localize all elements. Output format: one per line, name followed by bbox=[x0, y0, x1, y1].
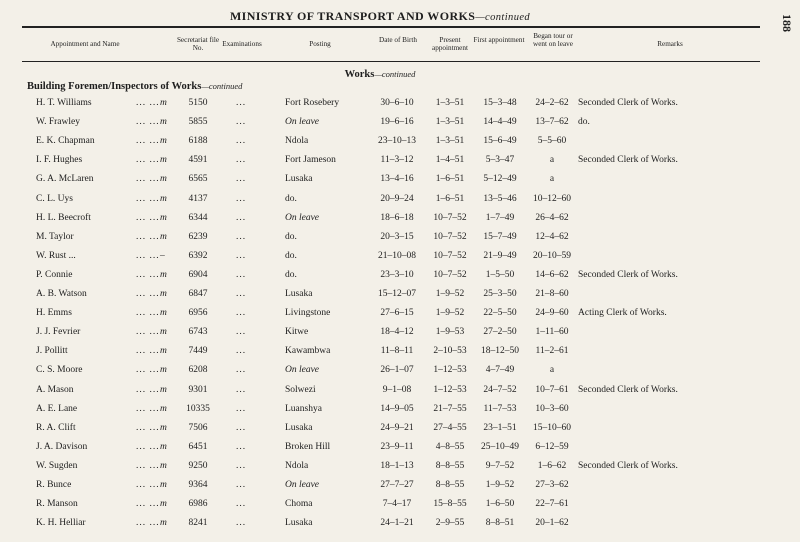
remarks: Seconded Clerk of Works. bbox=[578, 155, 678, 166]
present-appointment: 2–10–53 bbox=[433, 346, 467, 357]
present-appointment: 1–9–52 bbox=[435, 289, 465, 299]
table-row bbox=[0, 232, 760, 248]
posting: Lusaka bbox=[285, 422, 313, 433]
marital-status: m bbox=[160, 212, 167, 223]
first-appointment: 27–2–50 bbox=[483, 327, 517, 338]
file-number: 6565 bbox=[188, 174, 208, 185]
leader-dots: ... ... bbox=[136, 441, 160, 452]
examinations-value: ... bbox=[236, 155, 247, 166]
examinations-value: ... bbox=[236, 346, 247, 357]
file-number: 5855 bbox=[188, 117, 208, 128]
posting: Lusaka bbox=[285, 174, 313, 185]
examinations-value: ... bbox=[236, 460, 247, 471]
present-appointment: 21–7–55 bbox=[433, 403, 467, 414]
remarks: do. bbox=[578, 117, 590, 128]
tour-date: 6–12–59 bbox=[535, 441, 569, 452]
file-number: 6451 bbox=[188, 441, 208, 452]
remarks: Seconded Clerk of Works. bbox=[578, 384, 678, 395]
marital-status: m bbox=[160, 441, 167, 452]
title-text: MINISTRY OF TRANSPORT AND WORKS bbox=[229, 9, 476, 23]
table-row bbox=[0, 404, 760, 420]
col-header-posting: Posting bbox=[309, 40, 331, 48]
tour-date: 5–5–60 bbox=[537, 136, 567, 147]
posting: Ndola bbox=[285, 136, 309, 147]
posting: On leave bbox=[285, 212, 320, 223]
header-rule bbox=[22, 61, 760, 62]
marital-status: m bbox=[160, 327, 167, 338]
file-number: 9364 bbox=[188, 480, 208, 490]
present-appointment: 1–6–51 bbox=[435, 193, 465, 204]
first-appointment: 25–10–49 bbox=[481, 441, 519, 452]
leader-dots: ... ... bbox=[136, 174, 160, 185]
date-of-birth: 23–9–11 bbox=[380, 441, 414, 452]
staff-name: R. Manson bbox=[36, 499, 78, 510]
date-of-birth: 18–6–18 bbox=[380, 212, 414, 223]
date-of-birth: 14–9–05 bbox=[380, 403, 414, 414]
first-appointment: 9–7–52 bbox=[485, 460, 515, 471]
leader-dots: ... ... bbox=[136, 231, 160, 242]
posting: Lusaka bbox=[285, 289, 313, 299]
tour-date: 24–2–62 bbox=[535, 98, 569, 108]
leader-dots: ... ... bbox=[136, 269, 160, 280]
posting: do. bbox=[285, 231, 297, 242]
tour-date: 13–7–62 bbox=[535, 117, 569, 128]
marital-status: m bbox=[160, 518, 167, 529]
marital-status: m bbox=[160, 136, 167, 147]
date-of-birth: 9–1–08 bbox=[382, 384, 412, 395]
first-appointment: 22–5–50 bbox=[483, 308, 517, 319]
present-appointment: 1–12–53 bbox=[433, 365, 467, 376]
leader-dots: ... ... bbox=[136, 308, 160, 319]
leader-dots: ... ... bbox=[136, 365, 160, 376]
posting: Kitwe bbox=[285, 327, 309, 338]
staff-name: C. L. Uys bbox=[36, 193, 73, 204]
examinations-value: ... bbox=[236, 384, 247, 395]
leader-dots: ... ... bbox=[136, 117, 160, 128]
marital-status: m bbox=[160, 155, 167, 166]
date-of-birth: 24–9–21 bbox=[380, 422, 414, 433]
file-number: 6208 bbox=[188, 365, 208, 376]
date-of-birth: 11–8–11 bbox=[380, 346, 414, 357]
table-row bbox=[0, 346, 760, 362]
col-header-tour: Began tour or went on leave bbox=[533, 32, 573, 48]
file-number: 9301 bbox=[188, 384, 208, 395]
first-appointment: 5–12–49 bbox=[483, 174, 517, 185]
first-appointment: 5–3–47 bbox=[485, 155, 515, 166]
top-rule bbox=[22, 26, 760, 28]
leader-dots: ... ... bbox=[136, 460, 160, 471]
first-appointment: 8–8–51 bbox=[485, 518, 515, 529]
marital-status: m bbox=[160, 289, 167, 299]
first-appointment: 15–3–48 bbox=[483, 98, 517, 108]
present-appointment: 15–8–55 bbox=[433, 499, 467, 510]
marital-status: m bbox=[160, 346, 167, 357]
tour-date: a bbox=[549, 365, 555, 376]
present-appointment: 10–7–52 bbox=[433, 250, 467, 261]
tour-date: 20–10–59 bbox=[533, 250, 571, 261]
first-appointment: 14–4–49 bbox=[483, 117, 517, 128]
tour-date: 10–3–60 bbox=[535, 403, 569, 414]
table-row bbox=[0, 174, 760, 190]
examinations-value: ... bbox=[236, 136, 247, 147]
marital-status: m bbox=[160, 499, 167, 510]
date-of-birth: 30–6–10 bbox=[380, 98, 414, 108]
first-appointment: 13–5–46 bbox=[483, 193, 517, 204]
staff-name: G. A. McLaren bbox=[36, 174, 94, 185]
file-number: 4137 bbox=[188, 193, 208, 204]
marital-status: m bbox=[160, 422, 167, 433]
date-of-birth: 27–7–27 bbox=[380, 480, 414, 490]
examinations-value: ... bbox=[236, 499, 247, 510]
first-appointment: 21–9–49 bbox=[483, 250, 517, 261]
marital-status: m bbox=[160, 98, 167, 108]
title-suffix: —continued bbox=[475, 12, 531, 23]
file-number: 6188 bbox=[188, 136, 208, 147]
date-of-birth: 18–1–13 bbox=[380, 460, 414, 471]
subsection-suffix: —continued bbox=[201, 81, 243, 91]
present-appointment: 27–4–55 bbox=[433, 422, 467, 433]
first-appointment: 15–7–49 bbox=[483, 231, 517, 242]
marital-status: m bbox=[160, 384, 167, 395]
staff-name: I. F. Hughes bbox=[36, 155, 83, 166]
tour-date: 12–4–62 bbox=[535, 231, 569, 242]
staff-name: K. H. Helliar bbox=[36, 518, 86, 529]
leader-dots: ... ... bbox=[136, 327, 160, 338]
date-of-birth: 19–6–16 bbox=[380, 117, 414, 128]
date-of-birth: 24–1–21 bbox=[380, 518, 414, 529]
present-appointment: 1–3–51 bbox=[435, 136, 465, 147]
col-header-examinations: Examinations bbox=[222, 40, 262, 48]
table-row bbox=[0, 251, 760, 267]
posting: do. bbox=[285, 193, 297, 204]
table-row bbox=[0, 213, 760, 229]
tour-date: 1–11–60 bbox=[535, 327, 569, 338]
examinations-value: ... bbox=[236, 422, 247, 433]
leader-dots: ... ... bbox=[136, 136, 160, 147]
marital-status: – bbox=[160, 250, 165, 261]
tour-date: 24–9–60 bbox=[535, 308, 569, 319]
posting: Livingstone bbox=[285, 308, 331, 319]
file-number: 9250 bbox=[188, 460, 208, 471]
date-of-birth: 11–3–12 bbox=[380, 155, 414, 166]
staff-name: W. Sugden bbox=[36, 460, 78, 471]
marital-status: m bbox=[160, 269, 167, 280]
table-row bbox=[0, 308, 760, 324]
staff-name: A. Mason bbox=[36, 384, 74, 395]
file-number: 6956 bbox=[188, 308, 208, 319]
subsection-title: Building Foremen/Inspectors of Works bbox=[27, 81, 202, 92]
marital-status: m bbox=[160, 403, 167, 414]
table-row bbox=[0, 136, 760, 152]
col-header-remarks: Remarks bbox=[657, 40, 683, 48]
col-header-appointment: Appointment and Name bbox=[50, 40, 120, 48]
posting: do. bbox=[285, 250, 297, 261]
examinations-value: ... bbox=[236, 308, 247, 319]
first-appointment: 25–3–50 bbox=[483, 289, 517, 299]
staff-name: J. A. Davison bbox=[36, 441, 88, 452]
staff-name: A. E. Lane bbox=[36, 403, 78, 414]
remarks: Seconded Clerk of Works. bbox=[578, 98, 678, 108]
examinations-value: ... bbox=[236, 518, 247, 529]
file-number: 6743 bbox=[188, 327, 208, 338]
marital-status: m bbox=[160, 117, 167, 128]
table-row bbox=[0, 270, 760, 286]
examinations-value: ... bbox=[236, 403, 247, 414]
tour-date: 21–8–60 bbox=[535, 289, 569, 299]
examinations-value: ... bbox=[236, 98, 247, 108]
remarks: Acting Clerk of Works. bbox=[578, 308, 667, 319]
table-row bbox=[0, 499, 760, 515]
tour-date: 22–7–61 bbox=[535, 499, 569, 510]
file-number: 7506 bbox=[188, 422, 208, 433]
first-appointment: 15–6–49 bbox=[483, 136, 517, 147]
first-appointment: 23–1–51 bbox=[483, 422, 517, 433]
leader-dots: ... ... bbox=[136, 289, 160, 299]
date-of-birth: 7–4–17 bbox=[382, 499, 412, 510]
file-number: 6847 bbox=[188, 289, 208, 299]
table-row bbox=[0, 385, 760, 401]
staff-name: W. Rust ... bbox=[36, 250, 76, 261]
date-of-birth: 23–3–10 bbox=[380, 269, 414, 280]
leader-dots: ... ... bbox=[136, 480, 160, 490]
date-of-birth: 15–12–07 bbox=[378, 289, 416, 299]
posting: Fort Rosebery bbox=[285, 98, 340, 108]
leader-dots: ... ... bbox=[136, 212, 160, 223]
staff-name: E. K. Chapman bbox=[36, 136, 95, 147]
staff-name: C. S. Moore bbox=[36, 365, 83, 376]
staff-name: A. B. Watson bbox=[36, 289, 87, 299]
leader-dots: ... ... bbox=[136, 98, 160, 108]
examinations-value: ... bbox=[236, 193, 247, 204]
date-of-birth: 20–9–24 bbox=[380, 193, 414, 204]
page-number-text: 188 bbox=[780, 14, 794, 32]
section-heading bbox=[0, 69, 760, 80]
tour-date: 27–3–62 bbox=[535, 480, 569, 490]
date-of-birth: 18–4–12 bbox=[380, 327, 414, 338]
examinations-value: ... bbox=[236, 212, 247, 223]
posting: Broken Hill bbox=[285, 441, 331, 452]
table-row bbox=[0, 117, 760, 133]
present-appointment: 2–9–55 bbox=[435, 518, 465, 529]
leader-dots: ... ... bbox=[136, 384, 160, 395]
tour-date: 1–6–62 bbox=[537, 460, 567, 471]
date-of-birth: 20–3–15 bbox=[380, 231, 414, 242]
posting: On leave bbox=[285, 117, 320, 128]
marital-status: m bbox=[160, 308, 167, 319]
examinations-value: ... bbox=[236, 441, 247, 452]
table-row bbox=[0, 518, 760, 534]
staff-name: M. Taylor bbox=[36, 231, 74, 242]
leader-dots: ... ... bbox=[136, 518, 160, 529]
leader-dots: ... ... bbox=[136, 193, 160, 204]
posting: Ndola bbox=[285, 460, 309, 471]
first-appointment: 11–7–53 bbox=[483, 403, 517, 414]
leader-dots: ... ... bbox=[136, 499, 160, 510]
posting: Choma bbox=[285, 499, 313, 510]
col-header-secretariat: Secretariat file No. bbox=[176, 36, 220, 52]
file-number: 7449 bbox=[188, 346, 208, 357]
marital-status: m bbox=[160, 174, 167, 185]
first-appointment: 1–9–52 bbox=[485, 480, 515, 490]
leader-dots: ... ... bbox=[136, 422, 160, 433]
present-appointment: 8–8–55 bbox=[435, 480, 465, 490]
leader-dots: ... ... bbox=[136, 346, 160, 357]
leader-dots: ... ... bbox=[136, 250, 160, 261]
leader-dots: ... ... bbox=[136, 403, 160, 414]
marital-status: m bbox=[160, 480, 167, 490]
tour-date: 26–4–62 bbox=[535, 212, 569, 223]
marital-status: m bbox=[160, 365, 167, 376]
subsection-heading bbox=[27, 81, 242, 92]
leader-dots: ... ... bbox=[136, 155, 160, 166]
remarks: Seconded Clerk of Works. bbox=[578, 269, 678, 280]
file-number: 5150 bbox=[188, 98, 208, 108]
marital-status: m bbox=[160, 193, 167, 204]
col-header-dob: Date of Birth bbox=[379, 36, 417, 44]
staff-name: P. Connie bbox=[36, 269, 73, 280]
file-number: 10335 bbox=[186, 403, 210, 414]
table-row bbox=[0, 289, 760, 305]
file-number: 6392 bbox=[188, 250, 208, 261]
examinations-value: ... bbox=[236, 480, 247, 490]
first-appointment: 18–12–50 bbox=[481, 346, 519, 357]
posting: Kawambwa bbox=[285, 346, 331, 357]
page-title bbox=[0, 9, 760, 24]
tour-date: 14–6–62 bbox=[535, 269, 569, 280]
file-number: 4591 bbox=[188, 155, 208, 166]
tour-date: 10–7–61 bbox=[535, 384, 569, 395]
present-appointment: 1–4–51 bbox=[435, 155, 465, 166]
posting: Lusaka bbox=[285, 518, 313, 529]
present-appointment: 1–3–51 bbox=[435, 117, 465, 128]
tour-date: 15–10–60 bbox=[533, 422, 571, 433]
section-suffix: —continued bbox=[374, 69, 416, 79]
col-header-present: Present appointment bbox=[432, 36, 468, 52]
file-number: 6344 bbox=[188, 212, 208, 223]
present-appointment: 1–9–52 bbox=[435, 308, 465, 319]
examinations-value: ... bbox=[236, 117, 247, 128]
posting: Fort Jameson bbox=[285, 155, 336, 166]
date-of-birth: 23–10–13 bbox=[378, 136, 416, 147]
date-of-birth: 21–10–08 bbox=[378, 250, 416, 261]
examinations-value: ... bbox=[236, 269, 247, 280]
present-appointment: 1–6–51 bbox=[435, 174, 465, 185]
tour-date: a bbox=[549, 155, 555, 166]
present-appointment: 8–8–55 bbox=[435, 460, 465, 471]
posting: Luanshya bbox=[285, 403, 322, 414]
staff-name: H. L. Beecroft bbox=[36, 212, 91, 223]
posting: On leave bbox=[285, 365, 320, 376]
posting: Solwezi bbox=[285, 384, 316, 395]
present-appointment: 1–12–53 bbox=[433, 384, 467, 395]
present-appointment: 1–3–51 bbox=[435, 98, 465, 108]
table-row bbox=[0, 461, 760, 477]
file-number: 8241 bbox=[188, 518, 208, 529]
present-appointment: 10–7–52 bbox=[433, 212, 467, 223]
table-row bbox=[0, 365, 760, 381]
table-row bbox=[0, 155, 760, 171]
staff-name: H. T. Williams bbox=[36, 98, 92, 108]
section-title: Works bbox=[344, 69, 375, 80]
present-appointment: 10–7–52 bbox=[433, 231, 467, 242]
tour-date: 20–1–62 bbox=[535, 518, 569, 529]
first-appointment: 1–6–50 bbox=[485, 499, 515, 510]
examinations-value: ... bbox=[236, 365, 247, 376]
examinations-value: ... bbox=[236, 327, 247, 338]
first-appointment: 4–7–49 bbox=[485, 365, 515, 376]
tour-date: 10–12–60 bbox=[533, 193, 571, 204]
date-of-birth: 13–4–16 bbox=[380, 174, 414, 185]
present-appointment: 1–9–53 bbox=[435, 327, 465, 338]
table-row bbox=[0, 327, 760, 343]
file-number: 6904 bbox=[188, 269, 208, 280]
file-number: 6239 bbox=[188, 231, 208, 242]
examinations-value: ... bbox=[236, 289, 247, 299]
examinations-value: ... bbox=[236, 174, 247, 185]
present-appointment: 4–8–55 bbox=[435, 441, 465, 452]
first-appointment: 1–7–49 bbox=[485, 212, 515, 223]
staff-name: R. Bunce bbox=[36, 480, 72, 490]
page-number bbox=[780, 14, 794, 54]
table-row bbox=[0, 194, 760, 210]
col-header-first: First appointment bbox=[473, 36, 525, 44]
table-row bbox=[0, 423, 760, 439]
first-appointment: 24–7–52 bbox=[483, 384, 517, 395]
marital-status: m bbox=[160, 460, 167, 471]
date-of-birth: 27–6–15 bbox=[380, 308, 414, 319]
posting: do. bbox=[285, 269, 297, 280]
file-number: 6986 bbox=[188, 499, 208, 510]
staff-name: J. Pollitt bbox=[36, 346, 68, 357]
first-appointment: 1–5–50 bbox=[485, 269, 515, 280]
examinations-value: ... bbox=[236, 250, 247, 261]
remarks: Seconded Clerk of Works. bbox=[578, 460, 678, 471]
tour-date: 11–2–61 bbox=[535, 346, 569, 357]
posting: On leave bbox=[285, 480, 320, 490]
examinations-value: ... bbox=[236, 231, 247, 242]
table-row bbox=[0, 98, 760, 114]
present-appointment: 10–7–52 bbox=[433, 269, 467, 280]
tour-date: a bbox=[549, 174, 555, 185]
staff-name: R. A. Clift bbox=[36, 422, 76, 433]
staff-name: W. Frawley bbox=[36, 117, 80, 128]
table-row bbox=[0, 480, 760, 496]
staff-name: J. J. Fevrier bbox=[36, 327, 81, 338]
table-row bbox=[0, 442, 760, 458]
marital-status: m bbox=[160, 231, 167, 242]
staff-name: H. Emms bbox=[36, 308, 72, 319]
date-of-birth: 26–1–07 bbox=[380, 365, 414, 376]
